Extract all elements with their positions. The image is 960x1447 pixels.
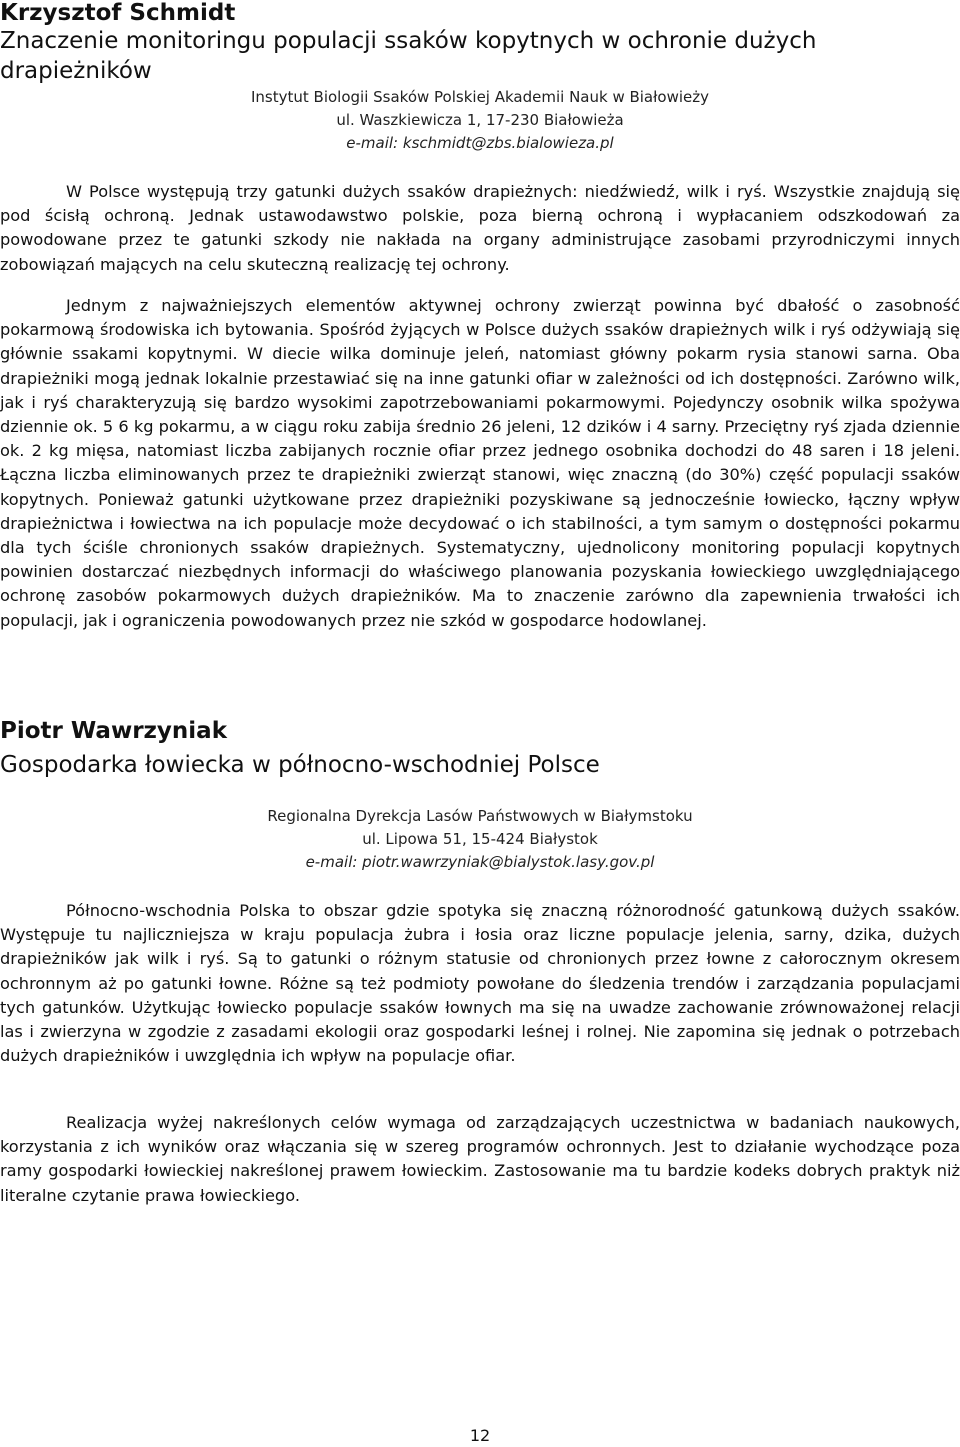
article-body: [0, 899, 960, 1068]
body-paragraph: Północno-wschodnia Polska to obszar gdzie spotyka się znaczną różnorodność gatunkową dużych ssaków. Występuje tu najliczniejsza w kraju populacja żubra i łosia oraz liczne populacje jelenia, sarny, dzika, dużych drapieżników jak wilk i ryś. Są to gatunki o różnym statusie od chronionych przez łowne z całorocznym okresem ochronnym aż po gatunki łowne. Różne są też podmioty powołane do śledzenia trendów i zarządzania populacjami tych gatunków. Użytkując łowiecko populacje ssaków łownych ma się na uwadze zachowanie zrównoważonej relacji las i zwierzyna w zgodzie z zasadami ekologii oraz gospodarki leśnej i rolnej. Nie zapomina się jednak o potrzebach dużych drapieżników i uwzględnia ich wpływ na populacje ofiar.: [0, 901, 960, 1066]
affiliation-block: [0, 86, 960, 155]
body-paragraph: Jednym z najważniejszych elementów aktywnej ochrony zwierząt powinna być dbałość o zasobność pokarmową środowiska ich bytowania. Spośród żyjących w Polsce dużych ssaków drapieżnych wilk i ryś odżywiają się głównie ssakami kopytnymi. W diecie wilka dominuje jeleń, natomiast główny pokarm rysia stanowi sarna. Oba drapieżniki mogą jednak lokalnie przestawiać się na inne gatunki ofiar w zależności od ich dostępności. Zarówno wilk, jak i ryś charakteryzują się bardzo wysokimi zapotrzebowaniami pokarmowymi. Pojedynczy osobnik wilka spożywa dziennie ok. 5 6 kg pokarmu, a w ciągu roku zabija średnio 26 jeleni, 12 dzików i 4 sarny. Przeciętny ryś zjada dziennie ok. 2 kg mięsa, natomiast liczba zabijanych rocznie ofiar przez jednego osobnika dochodzi do 48 saren i 18 jeleni. Łączna liczba eliminowanych przez te drapieżniki zwierząt stanowi, więc znaczną (do 30%) część populacji ssaków kopytnych. Ponieważ gatunki użytkowane przez drapieżniki pozyskiwane są jednocześnie łowiecko, łączny wpływ drapieżnictwa i łowiectwa na ich populacje może decydować o ich stabilności, a tym samym o dostępności pokarmu dla tych ściśle chronionych ssaków drapieżnych. Systematyczny, ujednolicony monitoring populacji kopytnych powinien dostarczać niezbędnych informacji do właściwego planowania pozyskania łowieckiego uwzględniającego ochronę zasobów pokarmowych dużych drapieżników. Ma to znaczenie zarówno dla zapewnienia trwałości ich populacji, jak i ograniczenia powodowanych przez nie szkód w gospodarce hodowlanej.: [0, 296, 960, 630]
article-author: Piotr Wawrzyniak: [0, 718, 228, 744]
affiliation-email: e-mail: kschmidt@zbs.bialowieza.pl: [346, 134, 614, 152]
body-paragraph: W Polsce występują trzy gatunki dużych ssaków drapieżnych: niedźwiedź, wilk i ryś. Wszystkie znajdują się pod ścisłą ochroną. Jednak ustawodawstwo polskie, poza bierną ochroną i wypłacaniem odszkodowań za powodowane przez te gatunki szkody nie nakłada na organy administrujące zasobami przyrodniczymi innych zobowiązań mających na celu skuteczną realizację tej ochrony.: [0, 182, 960, 274]
affiliation-address: ul. Waszkiewicza 1, 17-230 Białowieża: [336, 111, 624, 129]
article-wawrzyniak: [0, 718, 960, 780]
article-body: [0, 1111, 960, 1208]
article-title: Gospodarka łowiecka w północno-wschodniej Polsce: [0, 752, 600, 778]
article-body: [0, 180, 960, 277]
article-author: Krzysztof Schmidt: [0, 0, 236, 26]
article-title: Znaczenie monitoringu populacji ssaków kopytnych w ochronie dużych drapieżników: [0, 28, 817, 84]
affiliation-block: [0, 805, 960, 874]
affiliation-email: e-mail: piotr.wawrzyniak@bialystok.lasy.gov.pl: [305, 853, 655, 871]
body-paragraph: Realizacja wyżej nakreślonych celów wymaga od zarządzających uczestnictwa w badaniach naukowych, korzystania z ich wyników oraz włączania się w szereg programów ochronnych. Jest to działanie wychodzące poza ramy gospodarki łowieckiej nakreślonej prawem łowieckim. Zastosowanie ma tu bardzie kodeks dobrych praktyk niż literalne czytanie prawa łowieckiego.: [0, 1113, 960, 1205]
affiliation-institution: Regionalna Dyrekcja Lasów Państwowych w Białymstoku: [267, 807, 693, 825]
affiliation-institution: Instytut Biologii Ssaków Polskiej Akademii Nauk w Białowieży: [251, 88, 709, 106]
article-body: [0, 294, 960, 633]
page-number: 12: [469, 1426, 491, 1445]
article-schmidt: [0, 0, 960, 86]
affiliation-address: ul. Lipowa 51, 15-424 Białystok: [362, 830, 598, 848]
